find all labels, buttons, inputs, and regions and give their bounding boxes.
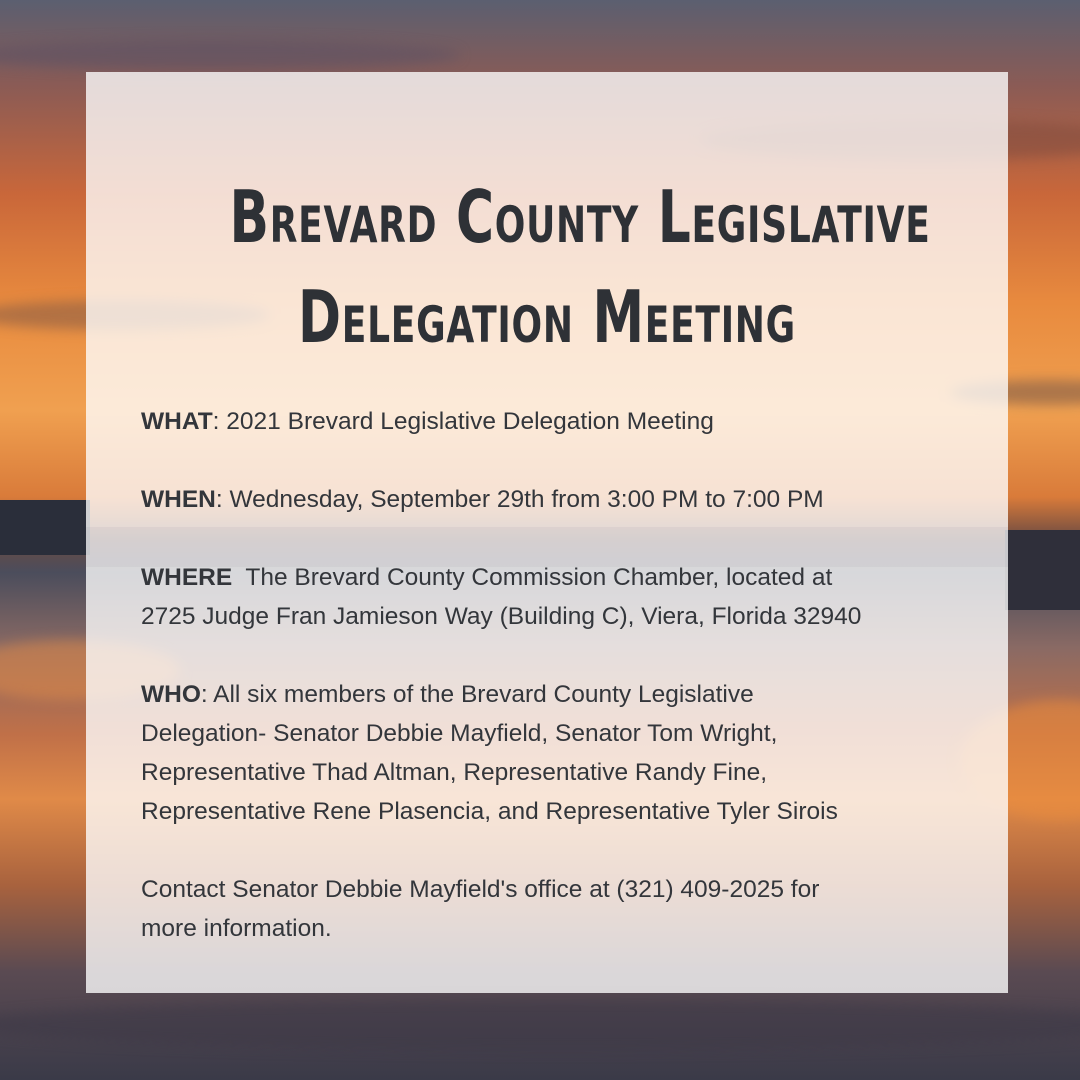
- when-text: Wednesday, September 29th from 3:00 PM to 7:00 PM: [222, 486, 824, 513]
- page-title: [229, 167, 931, 367]
- who-separator: :: [200, 681, 208, 708]
- where-label: WHERE: [141, 564, 233, 591]
- contact-text-line-1: Contact Senator Debbie Mayfield's office at (321) 409-2025 for: [141, 876, 820, 903]
- what-label: WHAT: [141, 408, 213, 435]
- who-text-line-1: All six members of the Brevard County Legislative: [207, 681, 754, 708]
- where-text-line-2: 2725 Judge Fran Jamieson Way (Building C), Viera, Florida 32940: [141, 603, 862, 630]
- title-line-2: Delegation Meeting: [298, 275, 796, 359]
- what-separator: :: [212, 408, 220, 435]
- contact-text-line-2: more information.: [141, 915, 332, 942]
- who-text-line-4: Representative Rene Plasencia, and Representative Tyler Sirois: [141, 798, 838, 825]
- who-section: [141, 675, 981, 831]
- event-details: [141, 402, 981, 987]
- when-section: [141, 480, 981, 519]
- where-section: [141, 558, 981, 636]
- bridge-silhouette: [1005, 530, 1080, 610]
- when-label: WHEN: [141, 486, 216, 513]
- who-text-line-3: Representative Thad Altman, Representative Randy Fine,: [141, 759, 768, 786]
- cloud-streak: [0, 40, 460, 70]
- bridge-silhouette: [0, 500, 90, 555]
- contact-section: [141, 870, 981, 948]
- info-card: [86, 72, 1008, 993]
- what-section: [141, 402, 981, 441]
- what-text: 2021 Brevard Legislative Delegation Meeting: [219, 408, 714, 435]
- where-text-line-1: The Brevard County Commission Chamber, located at: [232, 564, 833, 591]
- water-reflection: [0, 1000, 1080, 1050]
- title-line-1: Brevard County Legislative: [229, 175, 931, 259]
- who-text-line-2: Delegation- Senator Debbie Mayfield, Senator Tom Wright,: [141, 720, 778, 747]
- when-separator: :: [215, 486, 223, 513]
- who-label: WHO: [141, 681, 201, 708]
